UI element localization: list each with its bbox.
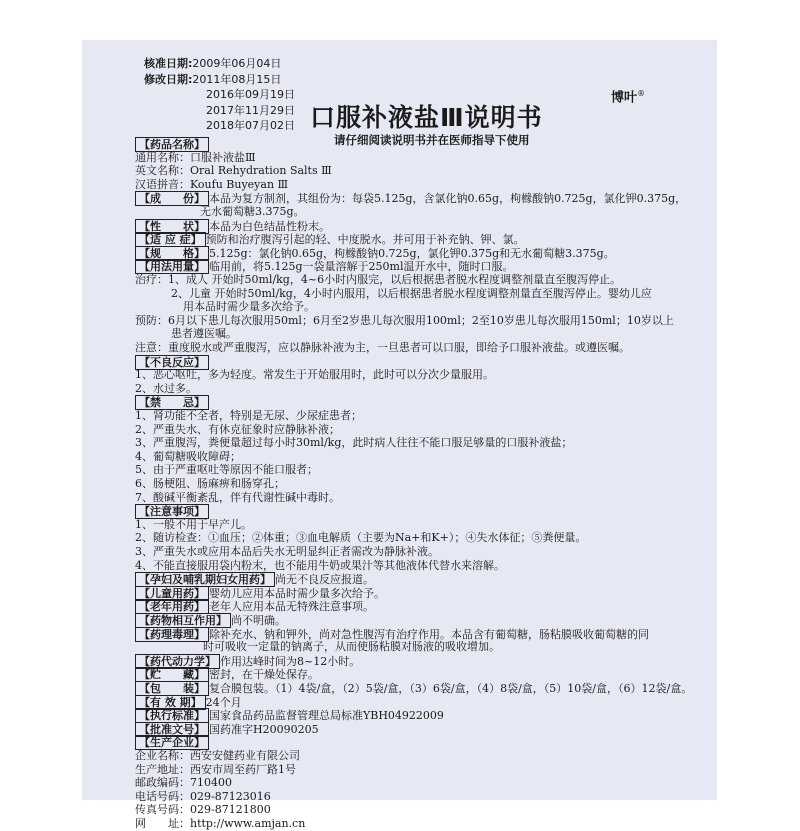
interactions-label: 【药物相互作用】 — [135, 613, 231, 628]
brand-name: 博叶 — [611, 90, 638, 106]
phone-number: 029-87123016 — [190, 789, 271, 803]
packaging-label: 【包 装】 — [135, 681, 209, 696]
treatment-child: 2、儿童 开始时50ml/kg，4小时内服用，以后根据患者脱水程度调整剂量直至腹泻停止。婴幼儿应 — [171, 286, 652, 300]
standard-label: 【执行标准】 — [135, 708, 209, 723]
address-label: 生产地址： — [135, 762, 190, 776]
pediatric-label: 【儿童用药】 — [135, 586, 209, 601]
contraindication-item: 4、葡萄糖吸收障碍； — [135, 449, 241, 463]
company-label: 企业名称： — [135, 749, 190, 762]
document-title: 口服补液盐Ⅲ说明书 — [310, 103, 543, 132]
english-name: 英文名称：Oral Rehydration Salts Ⅲ — [135, 164, 332, 178]
leaflet-sheet — [82, 40, 717, 830]
pregnancy-label: 【孕妇及哺乳期妇女用药】 — [135, 572, 275, 587]
treatment-adult: 治疗：1、成人 开始时50ml/kg，4~6小时内服完，以后根据患者脱水程度调整剂量直至腹泻停止。 — [135, 273, 622, 286]
precaution-item: 2、随访检查：①血压；②体重；③血电解质（主要为Na+和K+）；④失水体征；⑤粪便量。 — [135, 531, 587, 545]
pregnancy-text: 尚无不良反应报道。 — [275, 573, 374, 587]
manufacturer-row — [135, 776, 232, 790]
generic-name: 通用名称：口服补液盐Ⅲ — [135, 150, 256, 164]
contraindication-item: 3、严重腹泻，粪便量超过每小时30ml/kg，此时病人往往不能口服足够量的口服补液盐； — [135, 436, 573, 450]
postcode-label: 邮政编码： — [135, 776, 190, 790]
postcode: 710400 — [190, 776, 232, 790]
fax-number: 029-87121800 — [190, 803, 271, 817]
contraindication-item: 2、严重失水、有休克征象时应静脉补液； — [135, 422, 340, 436]
contraindication-item: 1、肾功能不全者，特别是无尿、少尿症患者； — [135, 409, 362, 422]
indications-text: 预防和治疗腹泻引起的轻、中度脱水。并可用于补充钠、钾、氯。 — [205, 233, 525, 247]
specification-text: 5.125g：氯化钠0.65g，枸橼酸钠0.725g，氯化钾0.375g和无水葡萄糖3.375g。 — [209, 246, 615, 260]
specification-label: 【规 格】 — [135, 246, 209, 261]
adverse-item: 1、恶心呕吐，多为轻度。常发生于开始服用时，此时可以分次少量服用。 — [135, 368, 494, 382]
section-drug-name: 【药品名称】 — [135, 137, 209, 152]
manufacturer-label: 【生产企业】 — [135, 735, 209, 750]
manufacturer-row — [135, 763, 296, 777]
precautions-label: 【注意事项】 — [135, 504, 209, 519]
standard-text: 国家食品药品监督管理总局标准YBH04922009 — [209, 709, 444, 723]
revision-date: 2018年07月02日 — [206, 119, 295, 132]
approval-number-label: 【批准文号】 — [135, 722, 209, 737]
precaution-item: 4、不能直接服用袋内粉末，也不能用牛奶或果汁等其他液体代替水来溶解。 — [135, 558, 505, 572]
revision-date: 2017年11月29日 — [206, 103, 295, 117]
packaging-text: 复合膜包装。（1）4袋/盒，（2）5袋/盒，（3）6袋/盒，（4）8袋/盒，（5）10袋/盒，（6）12袋/盒。 — [209, 682, 693, 695]
pharmacology-label: 【药理毒理】 — [135, 627, 209, 642]
adverse-item: 2、水过多。 — [135, 381, 197, 395]
pharmacology-text-cont: 时可吸收一定量的钠离子，从而使肠粘膜对肠液的吸收增加。 — [203, 640, 500, 654]
shelf-life-text: 24个月 — [205, 695, 242, 709]
precaution-item: 3、严重失水或应用本品后失水无明显纠正者需改为静脉补液。 — [135, 545, 439, 558]
manufacturer-row — [135, 790, 271, 804]
treatment-child-cont: 用本品时需少量多次给予。 — [183, 300, 315, 314]
indications-label: 【适 应 症】 — [135, 232, 206, 247]
address: 西安市周至药厂路1号 — [190, 762, 296, 776]
revision-date-label: 修改日期: — [144, 72, 193, 86]
prevention-cont: 患者遵医嘱。 — [171, 327, 237, 341]
shelf-life-label: 【有 效 期】 — [135, 695, 206, 710]
properties-text: 本品为白色结晶性粉末。 — [209, 219, 330, 233]
precaution-item: 1、一般不用于早产儿。 — [135, 517, 252, 531]
pediatric-text: 婴幼儿应用本品时需少量多次给予。 — [209, 586, 385, 600]
dosage-label: 【用法用量】 — [135, 259, 209, 274]
contraindication-item: 5、由于严重呕吐等原因不能口服者； — [135, 463, 318, 477]
composition-text: 本品为复方制剂，其组份为：每袋5.125g，含氯化钠0.65g，枸橼酸钠0.725g，氯化钾0.375g， — [209, 192, 687, 206]
interactions-text: 尚不明确。 — [231, 614, 286, 627]
composition-text-cont: 无水葡萄糖3.375g。 — [200, 205, 305, 218]
pharmacology-text: 除补充水、钠和钾外，尚对急性腹泻有治疗作用。本品含有葡萄糖，肠粘膜吸收葡萄糖的同 — [209, 627, 649, 641]
prevention: 预防：6月以下患儿每次服用50ml；6月至2岁患儿每次服用100ml；2至10岁患儿每次服用150ml；10岁以上 — [135, 313, 674, 327]
storage-label: 【贮 藏】 — [135, 667, 209, 682]
storage-text: 密封，在干燥处保存。 — [209, 668, 319, 682]
geriatric-label: 【老年用药】 — [135, 599, 209, 614]
dosage-text: 临用前，将5.125g一袋量溶解于250ml温开水中，随时口服。 — [209, 260, 514, 274]
company-name: 西安安健药业有限公司 — [190, 749, 300, 762]
revision-date: 2011年08月15日 — [192, 72, 282, 86]
manufacturer-row — [135, 817, 305, 831]
manufacturer-row — [135, 803, 271, 817]
pharmacokinetics-label: 【药代动力学】 — [135, 654, 220, 669]
brand-logo — [611, 87, 645, 105]
contraindications-label: 【禁 忌】 — [135, 395, 209, 410]
geriatric-text: 老年人应用本品无特殊注意事项。 — [209, 600, 374, 614]
pharmacokinetics-text: 作用达峰时间为8~12小时。 — [220, 654, 361, 668]
document-subtitle: 请仔细阅读说明书并在医师指导下使用 — [334, 133, 530, 147]
pinyin-name: 汉语拼音：Koufu Buyeyan Ⅲ — [135, 177, 289, 191]
phone-label: 电话号码： — [135, 789, 190, 803]
approval-number: 国药准字H20090205 — [209, 722, 319, 736]
contraindication-item: 6、肠梗阻、肠麻痹和肠穿孔； — [135, 477, 285, 490]
revision-date: 2016年09月19日 — [206, 88, 295, 101]
contraindication-item: 7、酸碱平衡紊乱，伴有代谢性碱中毒时。 — [135, 490, 340, 504]
dosage-note: 注意：重度脱水或严重腹泻，应以静脉补液为主，一旦患者可以口服，即给予口服补液盐。或遵医嘱。 — [135, 341, 630, 354]
fax-label: 传真号码： — [135, 803, 190, 817]
revision-dates — [144, 56, 295, 134]
properties-label: 【性 状】 — [135, 219, 209, 234]
registered-mark: ® — [637, 89, 646, 98]
website-label: 网 址： — [135, 817, 190, 830]
website-url: http://www.amjan.cn — [190, 817, 306, 830]
approval-date: 2009年06月04日 — [192, 57, 282, 70]
approval-date-label: 核准日期: — [144, 57, 193, 70]
composition-label: 【成 份】 — [135, 191, 209, 206]
adverse-label: 【不良反应】 — [135, 355, 209, 370]
